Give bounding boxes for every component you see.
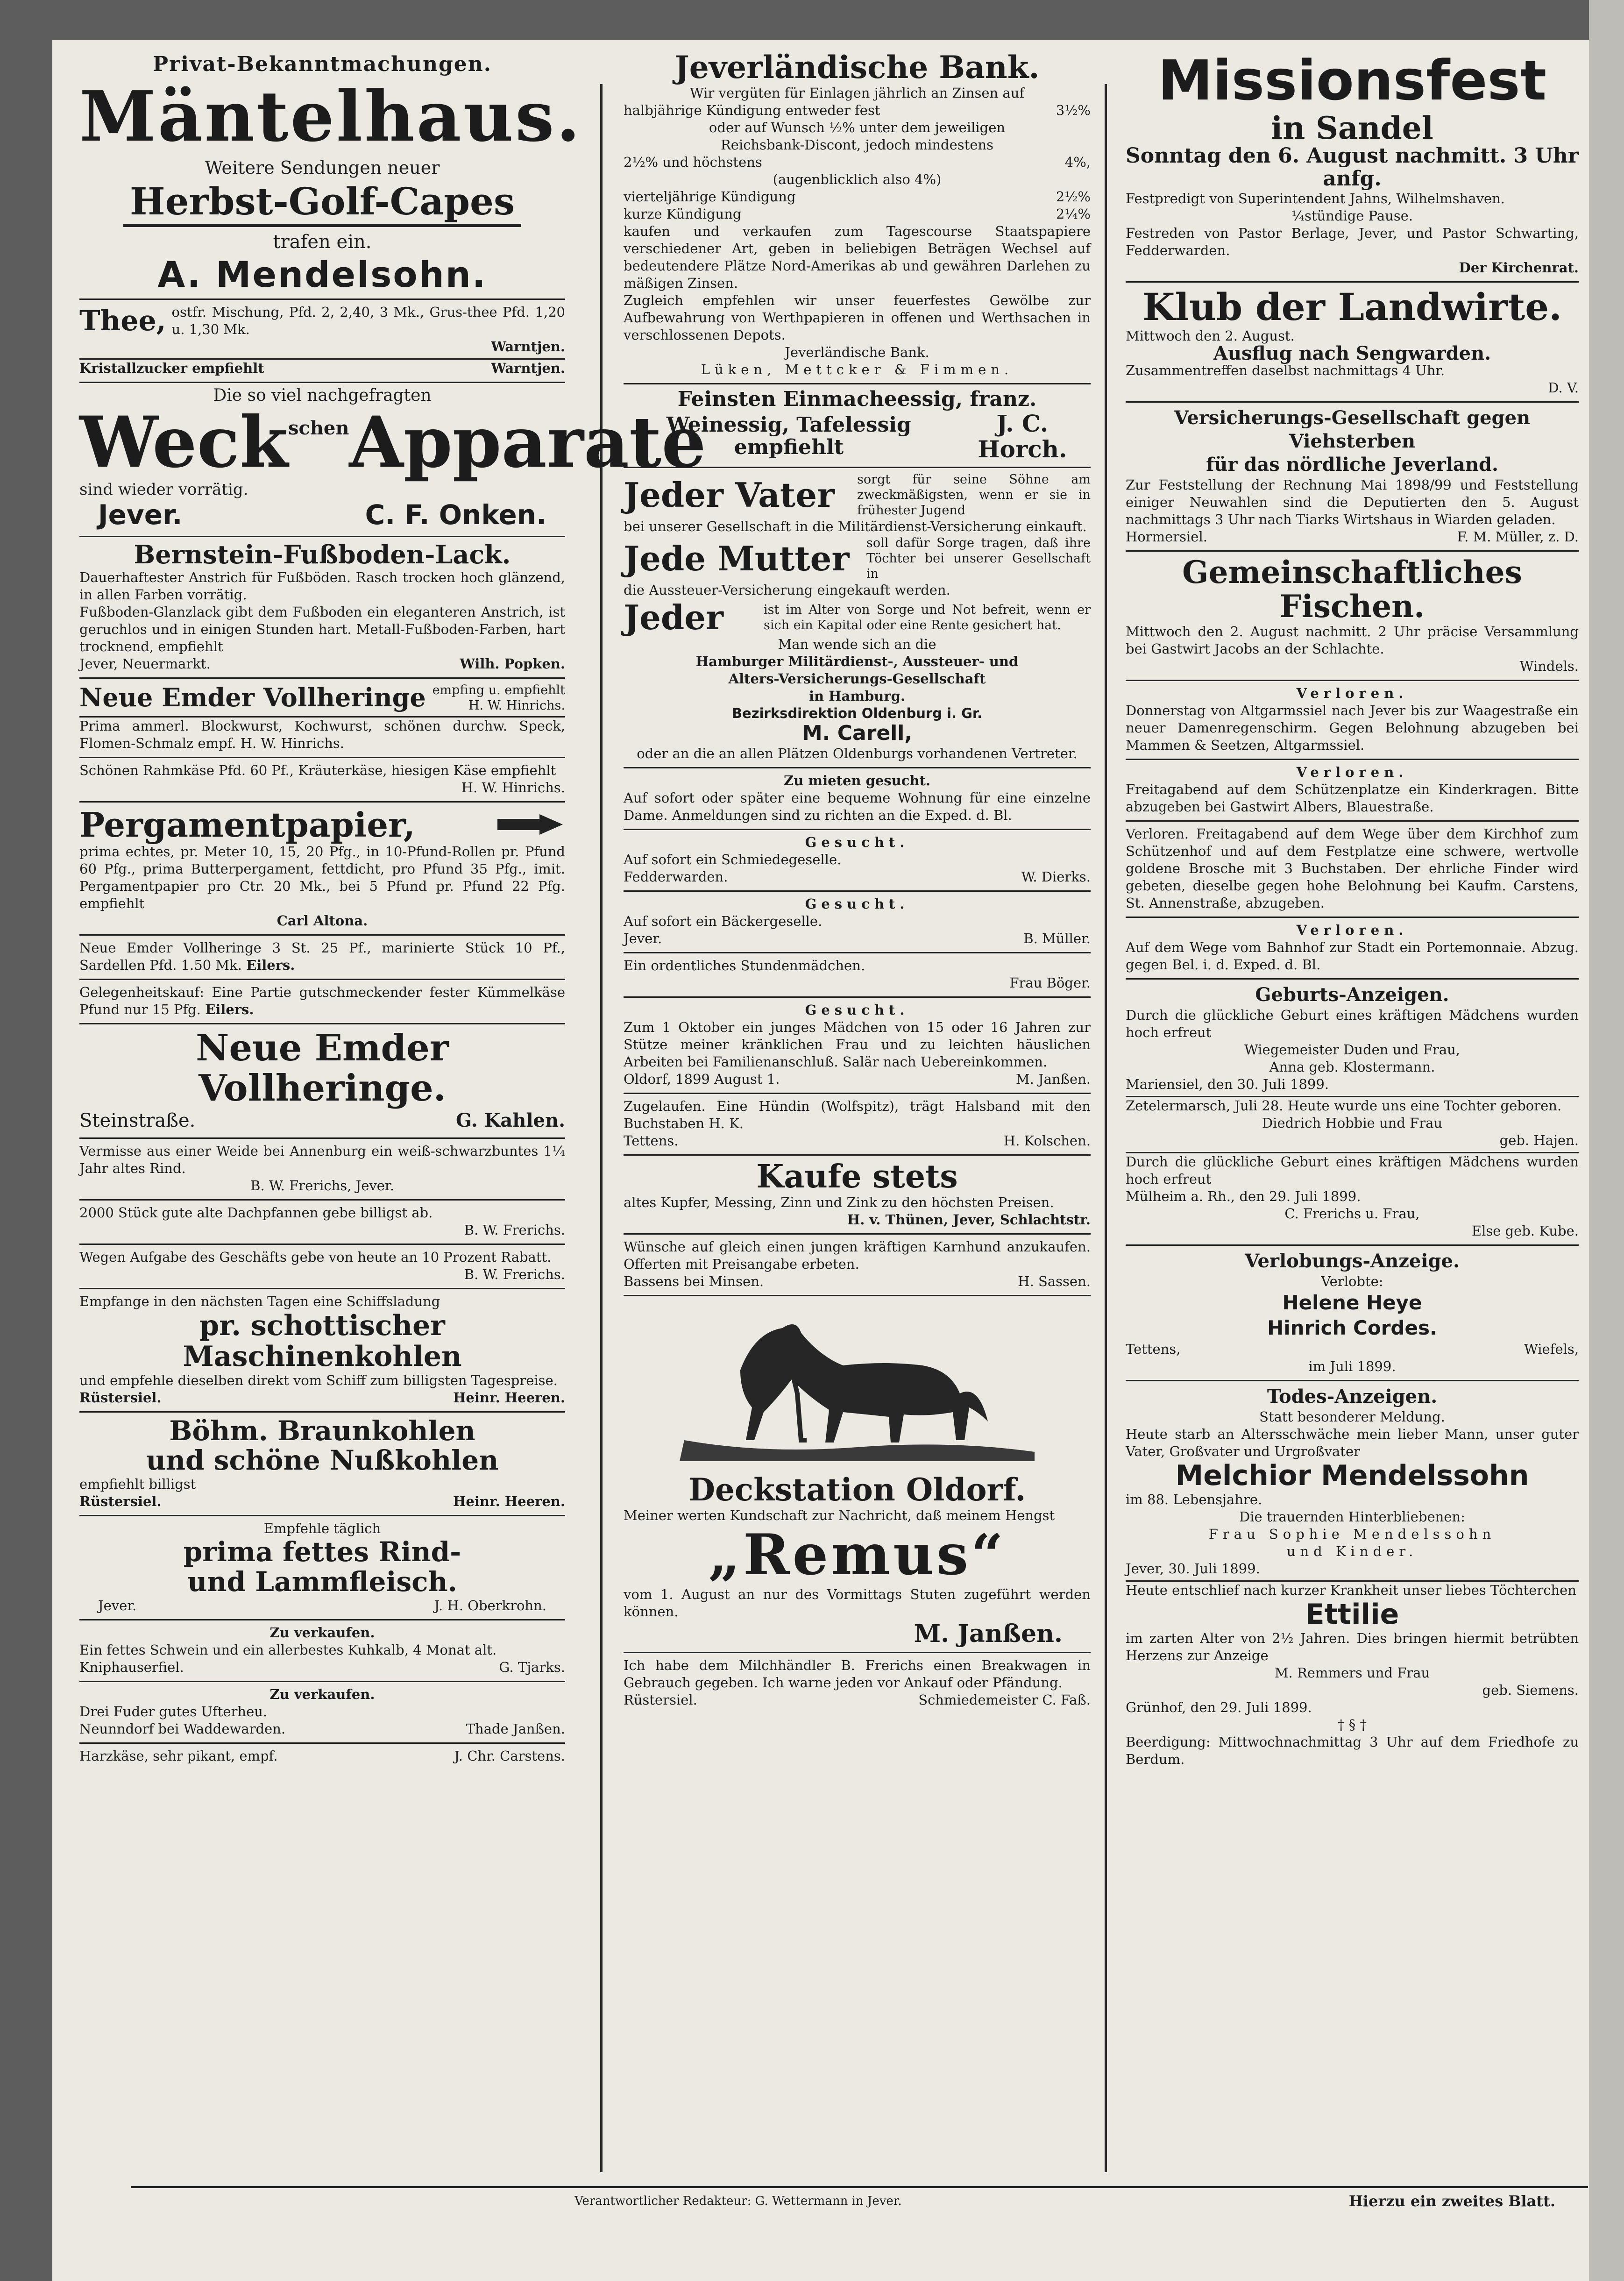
ad-text: Die trauernden Hinterbliebenen: xyxy=(1239,1509,1465,1525)
ad-date: Jever, 30. Juli 1899. xyxy=(1126,1561,1260,1577)
place: Kniphauserfiel. xyxy=(79,1659,184,1675)
ad-signature: Else geb. Kube. xyxy=(1471,1223,1579,1239)
ad-text: empfiehlt billigst xyxy=(79,1476,196,1492)
ad-text: im zarten Alter von 2½ Jahren. Dies bringen hiermit betrübten Herzens zur Anzeige xyxy=(1126,1630,1579,1664)
place: Jever. xyxy=(624,930,662,946)
ad-text: oder auf Wunsch ½% unter dem jeweiligen xyxy=(709,119,1006,135)
ad-verloren-2 xyxy=(1126,760,1579,822)
ad-signature: Der Kirchenrat. xyxy=(1459,260,1579,276)
ad-verloren-1 xyxy=(1126,681,1579,760)
ad-heading: Zu mieten gesucht. xyxy=(784,772,930,789)
ad-title: Weinessig, Tafelessig empfiehlt xyxy=(666,412,911,460)
ad-text: im 88. Lebensjahre. xyxy=(1126,1492,1262,1508)
ad-text: sind wieder vorrätig. xyxy=(79,480,248,499)
ad-aufgabe xyxy=(79,1245,565,1289)
ad-text: Ausflug nach Sengwarden. xyxy=(1213,342,1491,365)
ad-signature: Jeverländische Bank. xyxy=(785,344,929,360)
ad-text: halbjährige Kündigung entweder fest xyxy=(624,102,880,118)
place: Wiefels, xyxy=(1524,1341,1579,1357)
pointing-hand-icon xyxy=(495,810,565,838)
ad-title: Neue Emder Vollheringe. xyxy=(196,1026,449,1109)
place: Tettens. xyxy=(624,1132,679,1149)
person-name: Hinrich Cordes. xyxy=(1267,1316,1437,1340)
ad-dachpfannen xyxy=(79,1201,565,1245)
horse-name: „Remus“ xyxy=(708,1521,1006,1588)
ad-heading: Zu verkaufen. xyxy=(269,1686,375,1702)
place: Rüstersiel. xyxy=(79,1493,162,1510)
ad-signature: Wiegemeister Duden und Frau, xyxy=(1244,1042,1461,1058)
ad-vermisse xyxy=(79,1139,565,1201)
ad-bernstein xyxy=(79,537,565,678)
ad-signature: B. Müller. xyxy=(1023,930,1091,946)
ad-text: Bezirksdirektion Oldenburg i. Gr. xyxy=(731,705,983,722)
supplement-note: Hierzu ein zweites Blatt. xyxy=(1348,2192,1555,2210)
ad-text: ¼stündige Pause. xyxy=(1291,208,1413,224)
ad-heading: Gesucht. xyxy=(805,895,909,912)
ad-signature: H. W. Hinrichs. xyxy=(461,779,565,796)
ad-text: Schönen Rahmkäse Pfd. 60 Pf., Kräuterkäse, hiesigen Käse empfiehlt xyxy=(79,762,556,778)
ad-text: Statt besonderer Meldung. xyxy=(1259,1409,1445,1425)
ad-heading: Gesucht. xyxy=(805,834,909,850)
place: Jever. xyxy=(98,499,183,531)
ad-signature: M. Janßen. xyxy=(914,1619,1063,1648)
person-name: Ettilie xyxy=(1305,1598,1399,1631)
ad-text: Wünsche auf gleich einen jungen kräftigen Karnhund anzukaufen. Offerten mit Preisangabe erbeten. xyxy=(624,1239,1091,1272)
ad-emder-2 xyxy=(79,936,565,980)
ad-bank xyxy=(624,47,1091,384)
ad-text: Zetelermarsch, Juli 28. Heute wurde uns eine Tochter geboren. xyxy=(1126,1098,1562,1114)
ad-verloren-3 xyxy=(1126,822,1579,918)
ad-text: Fußboden-Glanzlack gibt dem Fußboden ein eleganteren Anstrich, ist geruchlos und in einigen Stunden hart. Metall-Fußboden-Farben, hart trocknend, empfiehlt xyxy=(79,604,565,654)
ad-text: 2000 Stück gute alte Dachpfannen gebe billigst ab. xyxy=(79,1204,433,1221)
ad-text: vierteljährige Kündigung xyxy=(624,188,796,205)
ad-text: Mittwoch den 2. August. xyxy=(1126,328,1295,344)
ad-text: Die so viel nachgefragten xyxy=(213,386,432,405)
ad-text: Empfehle täglich xyxy=(263,1521,381,1537)
ad-signature: D. V. xyxy=(1548,380,1579,396)
ad-text: Drei Fuder gutes Ufterheu. xyxy=(79,1703,268,1720)
page-footer xyxy=(574,2192,1555,2220)
rate-value: 2½% xyxy=(1056,188,1091,205)
ad-verlobung xyxy=(1126,1246,1579,1381)
ad-signature: G. Tjarks. xyxy=(499,1659,565,1675)
ad-signature: geb. Hajen. xyxy=(1499,1132,1579,1149)
ad-title: Pergamentpapier, xyxy=(79,804,415,845)
ad-gesucht-1 xyxy=(624,830,1091,892)
ad-signature: Eilers. xyxy=(205,1001,254,1017)
place: Jever, Neuermarkt. xyxy=(79,655,211,672)
ad-geburt xyxy=(1126,980,1579,1246)
ad-signature: Schmiedemeister C. Faß. xyxy=(918,1692,1091,1708)
ad-text: Zum 1 Oktober ein junges Mädchen von 15 oder 16 Jahren zur Stütze meiner kränklichen Frau und zu leichten häuslichen Arbeiten bei Familienanschluß. Salär nach Uebereinkommen. xyxy=(624,1019,1091,1070)
ad-text: trafen ein. xyxy=(273,231,372,253)
ad-signature: Diedrich Hobbie und Frau xyxy=(1262,1115,1443,1131)
ad-text: Ein ordentliches Stundenmädchen. xyxy=(624,957,865,974)
ad-title: Missionsfest xyxy=(1157,48,1547,113)
ad-text: sorgt für seine Söhne am zweckmäßigsten, wenn er sie in frühester Jugend xyxy=(857,472,1091,518)
ad-signature: B. W. Frerichs. xyxy=(464,1266,565,1282)
ad-text: empfing u. empfiehlt xyxy=(432,682,565,697)
ad-signature: Heinr. Heeren. xyxy=(453,1493,565,1510)
ad-deckstation xyxy=(624,1296,1091,1653)
ad-text: (augenblicklich also 4%) xyxy=(773,171,942,187)
ad-title: und schöne Nußkohlen xyxy=(146,1444,499,1477)
ad-verloren-4 xyxy=(1126,918,1579,980)
ad-text: Zugelaufen. Eine Hündin (Wolfspitz), trägt Halsband mit den Buchstaben H. K. xyxy=(624,1098,1091,1131)
ad-signature: J. C. Horch. xyxy=(978,409,1067,463)
ad-signature: Carl Altona. xyxy=(277,912,368,929)
ad-text: Mittwoch den 2. August nachmitt. 2 Uhr präcise Versammlung bei Gastwirt Jacobs an der Schlachte. xyxy=(1126,624,1579,657)
ad-text: Verlobte: xyxy=(1321,1273,1383,1290)
ad-title: Gemeinschaftliches Fischen. xyxy=(1182,554,1522,625)
ad-date: Grünhof, den 29. Juli 1899. xyxy=(1126,1699,1312,1716)
ad-signature: B. W. Frerichs, Jever. xyxy=(250,1177,394,1194)
ad-text: Festpredigt von Superintendent Jahns, Wilhelmshaven. xyxy=(1126,191,1505,207)
ad-title: Böhm. Braunkohlen xyxy=(169,1414,475,1447)
ad-signature: Frau Böger. xyxy=(1009,974,1091,991)
ad-title: schen xyxy=(288,417,349,440)
ad-title: Mäntelhaus. xyxy=(79,76,582,157)
ad-text: ostfr. Mischung, Pfd. 2, 2,40, 3 Mk., Grus-thee Pfd. 1,20 u. 1,30 Mk. xyxy=(171,304,565,338)
ad-title: prima fettes Rind- xyxy=(183,1536,461,1568)
ad-text: Heute starb an Altersschwäche mein lieber Mann, unser guter Vater, Großvater und Urgroßvater xyxy=(1126,1426,1579,1460)
ad-text: Beerdigung: Mittwochnachmittag 3 Uhr auf dem Friedhofe zu Berdum. xyxy=(1126,1734,1579,1768)
ad-signature: geb. Siemens. xyxy=(1482,1682,1579,1698)
ad-title: pr. schottischer Maschinenkohlen xyxy=(183,1309,462,1373)
ad-text: Freitagabend auf dem Schützenplatze ein Kinderkragen. Bitte abzugeben bei Gastwirt Albers, Blauestraße. xyxy=(1126,782,1579,815)
ad-signature: B. W. Frerichs. xyxy=(464,1222,565,1238)
ad-signature: J. Chr. Carstens. xyxy=(454,1748,565,1764)
place: Jever. xyxy=(98,1597,137,1613)
ad-text: Auf dem Wege vom Bahnhof zur Stadt ein Portemonnaie. Abzug. gegen Bel. i. d. Exped. d. Bl. xyxy=(1126,939,1579,973)
ad-title: Todes-Anzeigen. xyxy=(1267,1386,1438,1408)
ad-title: Verlobungs-Anzeige. xyxy=(1245,1250,1460,1272)
ad-text: Verloren. Freitagabend auf dem Wege über dem Kirchhof zum Schützenhof und auf dem Festplatze eine schwere, wertvolle goldene Brosche mit 3 Buchstaben. Der ehrliche Finder wird gebeten, dieselbe gegen hohe Belohnung bei Kaufm. Carstens, St. Annenstraße, abzugeben. xyxy=(1126,826,1579,911)
place: Rüstersiel. xyxy=(624,1692,697,1708)
ad-maschinenkohlen xyxy=(79,1289,565,1413)
ad-signature: H. v. Thünen, Jever, Schlachtstr. xyxy=(847,1212,1091,1228)
rate-value: 2¼% xyxy=(1056,206,1091,222)
ad-text: soll dafür Sorge tragen, daß ihre Töchter bei unserer Gesellschaft in xyxy=(866,535,1091,581)
firm-name: A. Mendelsohn. xyxy=(157,253,487,295)
ad-klub-landwirte xyxy=(1126,283,1579,403)
ad-weck xyxy=(79,383,706,537)
ad-braunkohlen xyxy=(79,1413,565,1517)
ad-text: Man wende sich an die xyxy=(778,636,936,653)
ad-title: Deckstation Oldorf. xyxy=(688,1471,1026,1508)
ad-title: Kaufe stets xyxy=(756,1158,958,1195)
page-edge xyxy=(1589,0,1624,2281)
ad-title: Bernstein-Fußboden-Lack. xyxy=(134,540,511,570)
place: Bassens bei Minsen. xyxy=(624,1273,764,1290)
ad-title: Weck xyxy=(79,401,288,484)
column-2 xyxy=(624,47,1091,2177)
ad-signature: M. Remmers und Frau xyxy=(1274,1665,1430,1681)
ad-title: in Sandel xyxy=(1271,109,1433,146)
ad-text: ist im Alter von Sorge und Not befreit, wenn er sich ein Kapital oder eine Rente gesichert hat. xyxy=(764,602,1091,632)
ad-text: Zur Feststellung der Rechnung Mai 1898/99 und Feststellung einiger Neuwahlen sind die Deputierten den 5. August nachmittags 3 Uhr nach Tiarks Wirtshaus in Wiarden geladen. xyxy=(1126,477,1579,528)
ad-verkaufen-2 xyxy=(79,1682,565,1744)
ad-signature: Wilh. Popken. xyxy=(460,655,565,672)
ad-text: bei unserer Gesellschaft in die Militärdienst-Versicherung einkauft. xyxy=(624,518,1087,534)
ad-text: altes Kupfer, Messing, Zinn und Zink zu den höchsten Preisen. xyxy=(624,1194,1054,1211)
column-rule-1 xyxy=(600,84,603,2172)
ad-verkaufen-1 xyxy=(79,1620,565,1682)
place: Hormersiel. xyxy=(1126,529,1207,545)
ad-text: 2½% und höchstens xyxy=(624,154,762,170)
ad-emder-1 xyxy=(79,679,565,758)
ad-signature: M. Carell, xyxy=(801,721,913,746)
ad-gelegenheitskauf xyxy=(79,980,565,1024)
cross-symbols: † § † xyxy=(1338,1717,1367,1733)
ad-date: Mariensiel, den 30. Juli 1899. xyxy=(1126,1076,1329,1093)
ad-text: prima echtes, pr. Meter 10, 15, 20 Pfg., in 10-Pfund-Rollen pr. Pfund 60 Pfg., prima Butterpergament, fettdicht, pro Pfund 35 Pfg., imit. Pergamentpapier pro Ctr. 20 Mk., bei 5 Pfund pr. Pfund 22 Pfg. empfiehlt xyxy=(79,843,565,911)
ad-essig xyxy=(624,384,1091,468)
ad-text: Zugleich empfehlen wir unser feuerfestes Gewölbe zur Aufbewahrung von Werthpapieren in offenen und Werthsachen in verschlossenen Depots. xyxy=(624,292,1091,343)
ad-text: vom 1. August an nur des Vormittags Stuten zugeführt werden können. xyxy=(624,1586,1091,1620)
ad-stundenmaedchen xyxy=(624,953,1091,998)
rate-value: 3½% xyxy=(1056,102,1091,118)
ad-signature: Anna geb. Klostermann. xyxy=(1269,1059,1435,1075)
ad-text: Wegen Aufgabe des Geschäfts gebe von heute an 10 Prozent Rabatt. xyxy=(79,1249,552,1265)
ad-hund xyxy=(624,1235,1091,1296)
ad-text: Gelegenheitskauf: Eine Partie gutschmeckender fester Kümmelkäse Pfund nur 15 Pfg. xyxy=(79,984,565,1017)
event-date: Sonntag den 6. August nachmitt. 3 Uhr anfg. xyxy=(1126,144,1579,191)
person-name: Melchior Mendelssohn xyxy=(1175,1459,1529,1492)
ad-date: im Juli 1899. xyxy=(1308,1358,1396,1375)
ad-title: Neue Emder Vollheringe xyxy=(79,682,426,713)
ad-text: Donnerstag von Altgarmssiel nach Jever bis zur Waagestraße ein neuer Damenregenschirm. Gegen Belohnung abzugeben bei Mammen & Seetzen, Altgarmssiel. xyxy=(1126,703,1579,753)
person-name: Helene Heye xyxy=(1282,1291,1422,1315)
ad-text: Wir vergüten für Einlagen jährlich an Zinsen auf xyxy=(689,85,1025,101)
ad-signature: H. Sassen. xyxy=(1018,1273,1091,1290)
ad-text: Durch die glückliche Geburt eines kräftigen Mädchens wurden hoch erfreut xyxy=(1126,1007,1579,1041)
ad-pergament xyxy=(79,803,565,936)
ad-title: Jeder Vater xyxy=(624,475,835,515)
company-name: in Hamburg. xyxy=(808,688,906,704)
company-name: Alters-Versicherungs-Gesellschaft xyxy=(728,671,986,687)
ad-text: und empfehle dieselben direkt vom Schiff zum billigsten Tagespreise. xyxy=(79,1372,558,1388)
ad-gesucht-3 xyxy=(624,998,1091,1094)
ad-title: Geburts-Anzeigen. xyxy=(1255,984,1449,1006)
ad-text: Durch die glückliche Geburt eines kräftigen Mädchens wurden hoch erfreut xyxy=(1126,1154,1579,1187)
firm-name: C. F. Onken. xyxy=(365,499,546,531)
ad-zugelaufen xyxy=(624,1094,1091,1156)
ad-title: Jeverländische Bank. xyxy=(674,49,1040,85)
ad-text: oder an die an allen Plätzen Oldenburgs vorhandenen Vertreter. xyxy=(637,745,1078,761)
ad-signature: Heinr. Heeren. xyxy=(453,1389,565,1406)
ad-signature: Warntjen. xyxy=(491,339,565,355)
ad-heading: Verloren. xyxy=(1296,685,1408,702)
ad-text: Zusammentreffen daselbst nachmittags 4 Uhr. xyxy=(1126,362,1445,379)
ad-signature: F. M. Müller, z. D. xyxy=(1457,529,1579,545)
place: Neunndorf bei Waddewarden. xyxy=(79,1720,286,1737)
ad-text: Festreden von Pastor Berlage, Jever, und Pastor Schwarting, Fedderwarden. xyxy=(1126,225,1579,259)
ad-signature: M. Janßen. xyxy=(1015,1071,1091,1087)
ad-text: die Aussteuer-Versicherung eingekauft werden. xyxy=(624,582,950,598)
ad-mieten xyxy=(624,768,1091,830)
ad-text: Reichsbank-Discont, jedoch mindestens xyxy=(720,136,994,153)
ad-kaufe-stets xyxy=(624,1156,1091,1235)
ad-signature: H. Kolschen. xyxy=(1003,1132,1091,1149)
ad-signature: W. Dierks. xyxy=(1021,868,1091,885)
ad-missionsfest xyxy=(1126,47,1579,283)
ad-text: Ein fettes Schwein und ein allerbestes Kuhkalb, 4 Monat alt. xyxy=(79,1641,497,1658)
ad-text: kaufen und verkaufen zum Tagescourse Staatspapiere verschiedener Art, geben in beliebigen Beträgen Wechsel auf bedeutendere Plätze Nord-Amerikas ab und gewähren Darlehen zu mäßigen Zinsen. xyxy=(624,223,1091,291)
bottom-rule xyxy=(131,2186,1588,2188)
ad-rahmkaese xyxy=(79,758,565,803)
ad-signature: Frau Sophie Mendelssohn xyxy=(1208,1526,1496,1542)
ad-title: Apparate xyxy=(349,401,706,484)
ad-text: Heute entschlief nach kurzer Krankheit unser liebes Töchterchen xyxy=(1126,1582,1576,1599)
ad-text: Ich habe dem Milchhändler B. Frerichs einen Breakwagen in Gebrauch gegeben. Ich warne jeden vor Ankauf oder Pfändung. xyxy=(624,1657,1091,1691)
ad-title: Klub der Landwirte. xyxy=(1142,285,1562,329)
ad-signature: G. Kahlen. xyxy=(455,1109,565,1131)
ad-viehversicherung xyxy=(1126,403,1579,552)
ad-versicherung xyxy=(624,468,1091,768)
ad-harzkaese xyxy=(79,1744,565,1769)
ad-title: Herbst-Golf-Capes xyxy=(130,179,515,223)
ad-signature: C. Frerichs u. Frau, xyxy=(1284,1206,1420,1222)
ad-title: Thee, xyxy=(79,305,166,338)
horse-illustration xyxy=(624,1300,1091,1473)
ad-text: Meiner werten Kundschaft zur Nachricht, daß meinem Hengst xyxy=(624,1507,1055,1523)
ad-title: Jeder xyxy=(624,597,723,637)
column-3 xyxy=(1126,47,1579,2177)
ad-text: Weitere Sendungen neuer xyxy=(205,157,440,178)
place: Tettens, xyxy=(1126,1341,1181,1357)
ad-text: Auf sofort ein Schmiedegeselle. xyxy=(624,851,842,867)
ad-todesanzeige xyxy=(1126,1381,1579,1773)
rate-value: 4%, xyxy=(1064,154,1091,170)
ad-title: und Lammfleisch. xyxy=(187,1565,457,1598)
section-heading: Privat-Bekanntmachungen. xyxy=(152,52,492,76)
ad-text: Harzkäse, sehr pikant, empf. xyxy=(79,1748,278,1764)
ad-text: Kristallzucker empfiehlt xyxy=(79,360,264,377)
ad-text: Neue Emder Vollheringe 3 St. 25 Pf., marinierte Stück 10 Pf., Sardellen Pfd. 1.50 Mk. xyxy=(79,939,565,973)
ad-heading: Verloren. xyxy=(1296,922,1408,938)
column-rule-2 xyxy=(1105,84,1107,2172)
ad-title: Feinsten Einmacheessig, franz. xyxy=(677,387,1037,411)
ad-heading: Verloren. xyxy=(1296,764,1408,781)
ad-thee xyxy=(79,300,565,383)
ad-signature: Thade Janßen. xyxy=(466,1720,565,1737)
ad-heading: Gesucht. xyxy=(805,1002,909,1018)
ad-date: Mülheim a. Rh., den 29. Juli 1899. xyxy=(1126,1188,1361,1205)
ad-signature: Eilers. xyxy=(246,957,295,973)
ad-emder-3 xyxy=(79,1024,565,1139)
ad-title: für das nördliche Jeverland. xyxy=(1206,454,1498,476)
ad-signature: und Kinder. xyxy=(1286,1543,1418,1560)
ad-gesucht-2 xyxy=(624,892,1091,953)
place: Steinstraße. xyxy=(79,1109,196,1131)
ad-signature: Lüken, Mettcker & Fimmen. xyxy=(701,361,1014,377)
ad-milchhaendler xyxy=(624,1653,1091,1713)
ad-text: Vermisse aus einer Weide bei Annenburg ein weiß-schwarzbuntes 1¼ Jahr altes Rind. xyxy=(79,1143,565,1176)
ad-text: Prima ammerl. Blockwurst, Kochwurst, schönen durchw. Speck, Flomen-Schmalz empf. H. W. Hinrichs. xyxy=(79,718,565,751)
editor-line: Verantwortlicher Redakteur: G. Wettermann in Jever. xyxy=(574,2194,902,2208)
ad-fleisch xyxy=(79,1516,565,1620)
ad-title: Versicherungs-Gesellschaft gegen Viehsterben xyxy=(1174,407,1531,453)
place: Fedderwarden. xyxy=(624,868,728,885)
ad-text: Dauerhaftester Anstrich für Fußböden. Rasch trocken hoch glänzend, in allen Farben vorrätig. xyxy=(79,569,565,603)
ad-text: Auf sofort oder später eine bequeme Wohnung für eine einzelne Dame. Anmeldungen sind zu richten an die Exped. d. Bl. xyxy=(624,789,1091,823)
ad-title: Jede Mutter xyxy=(624,538,850,578)
ad-maentelhaus xyxy=(79,47,582,300)
ad-signature: Windels. xyxy=(1519,658,1579,675)
ad-heading: Zu verkaufen. xyxy=(269,1624,375,1641)
ad-text: Empfange in den nächsten Tagen eine Schiffsladung xyxy=(79,1293,440,1309)
ad-fischen xyxy=(1126,552,1579,681)
ad-text: Auf sofort ein Bäckergeselle. xyxy=(624,913,823,929)
ad-text: kurze Kündigung xyxy=(624,206,742,222)
ad-signature: J. H. Oberkrohn. xyxy=(434,1597,546,1613)
place: Rüstersiel. xyxy=(79,1389,162,1406)
ad-signature: Warntjen. xyxy=(491,360,565,377)
company-name: Hamburger Militärdienst-, Aussteuer- und xyxy=(695,654,1019,670)
ad-signature: H. W. Hinrichs. xyxy=(468,698,565,713)
place: Oldorf, 1899 August 1. xyxy=(624,1071,780,1087)
